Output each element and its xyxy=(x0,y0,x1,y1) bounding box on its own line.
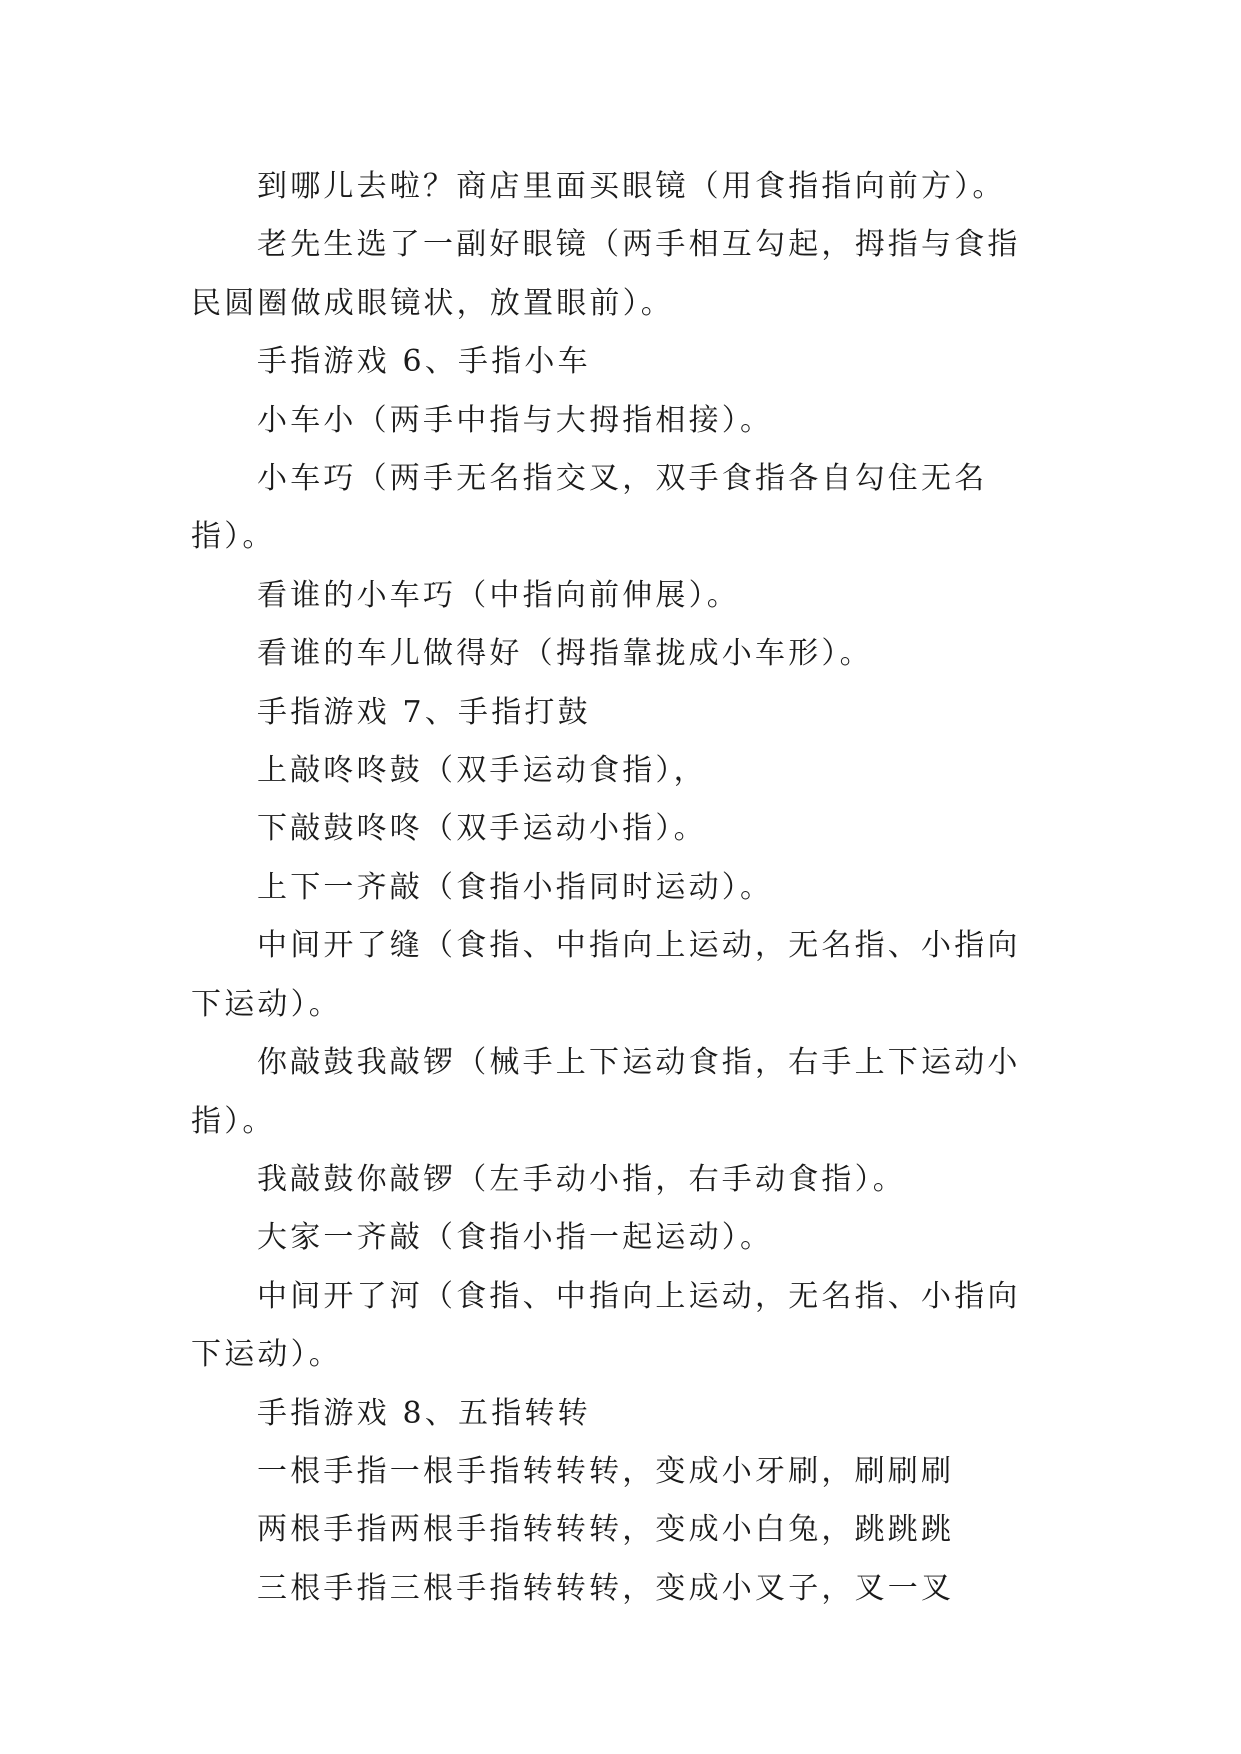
paragraph: 看谁的小车巧（中指向前伸展）。 xyxy=(257,577,740,613)
paragraph: 看谁的车儿做得好（拇指靠拢成小车形）。 xyxy=(257,636,873,672)
paragraph: 三根手指三根手指转转转，变成小叉子，叉一叉 xyxy=(257,1570,955,1606)
section-heading: 手指游戏 6、手指小车 xyxy=(257,344,591,380)
section-heading: 手指游戏 8、五指转转 xyxy=(257,1395,591,1431)
document-body xyxy=(191,158,1053,1618)
section-heading: 手指游戏 7、手指打鼓 xyxy=(257,694,591,730)
paragraph: 上下一齐敲（食指小指同时运动）。 xyxy=(257,869,774,905)
paragraph: 中间开了河（食指、中指向上运动，无名指、小指向下运动）。 xyxy=(191,1278,1021,1373)
paragraph: 老先生选了一副好眼镜（两手相互勾起，拇指与食指民圆圈做成眼镜状，放置眼前）。 xyxy=(191,227,1021,321)
paragraph: 中间开了缝（食指、中指向上运动，无名指、小指向下运动）。 xyxy=(191,928,1021,1022)
paragraph: 两根手指两根手指转转转，变成小白兔，跳跳跳 xyxy=(257,1512,955,1548)
paragraph: 下敲鼓咚咚（双手运动小指）。 xyxy=(257,811,707,847)
paragraph: 小车巧（两手无名指交叉，双手食指各自勾住无名指）。 xyxy=(191,461,988,555)
paragraph: 到哪儿去啦？商店里面买眼镜（用食指指向前方）。 xyxy=(257,169,1006,204)
paragraph: 小车小（两手中指与大拇指相接）。 xyxy=(257,402,774,438)
paragraph: 你敲鼓我敲锣（械手上下运动食指，右手上下运动小指）。 xyxy=(191,1045,1021,1139)
paragraph: 上敲咚咚鼓（双手运动食指）， xyxy=(257,753,707,789)
paragraph: 一根手指一根手指转转转，变成小牙刷，刷刷刷 xyxy=(257,1453,955,1489)
paragraph: 大家一齐敲（食指小指一起运动）。 xyxy=(257,1220,774,1256)
paragraph: 我敲鼓你敲锣（左手动小指，右手动食指）。 xyxy=(257,1161,906,1197)
